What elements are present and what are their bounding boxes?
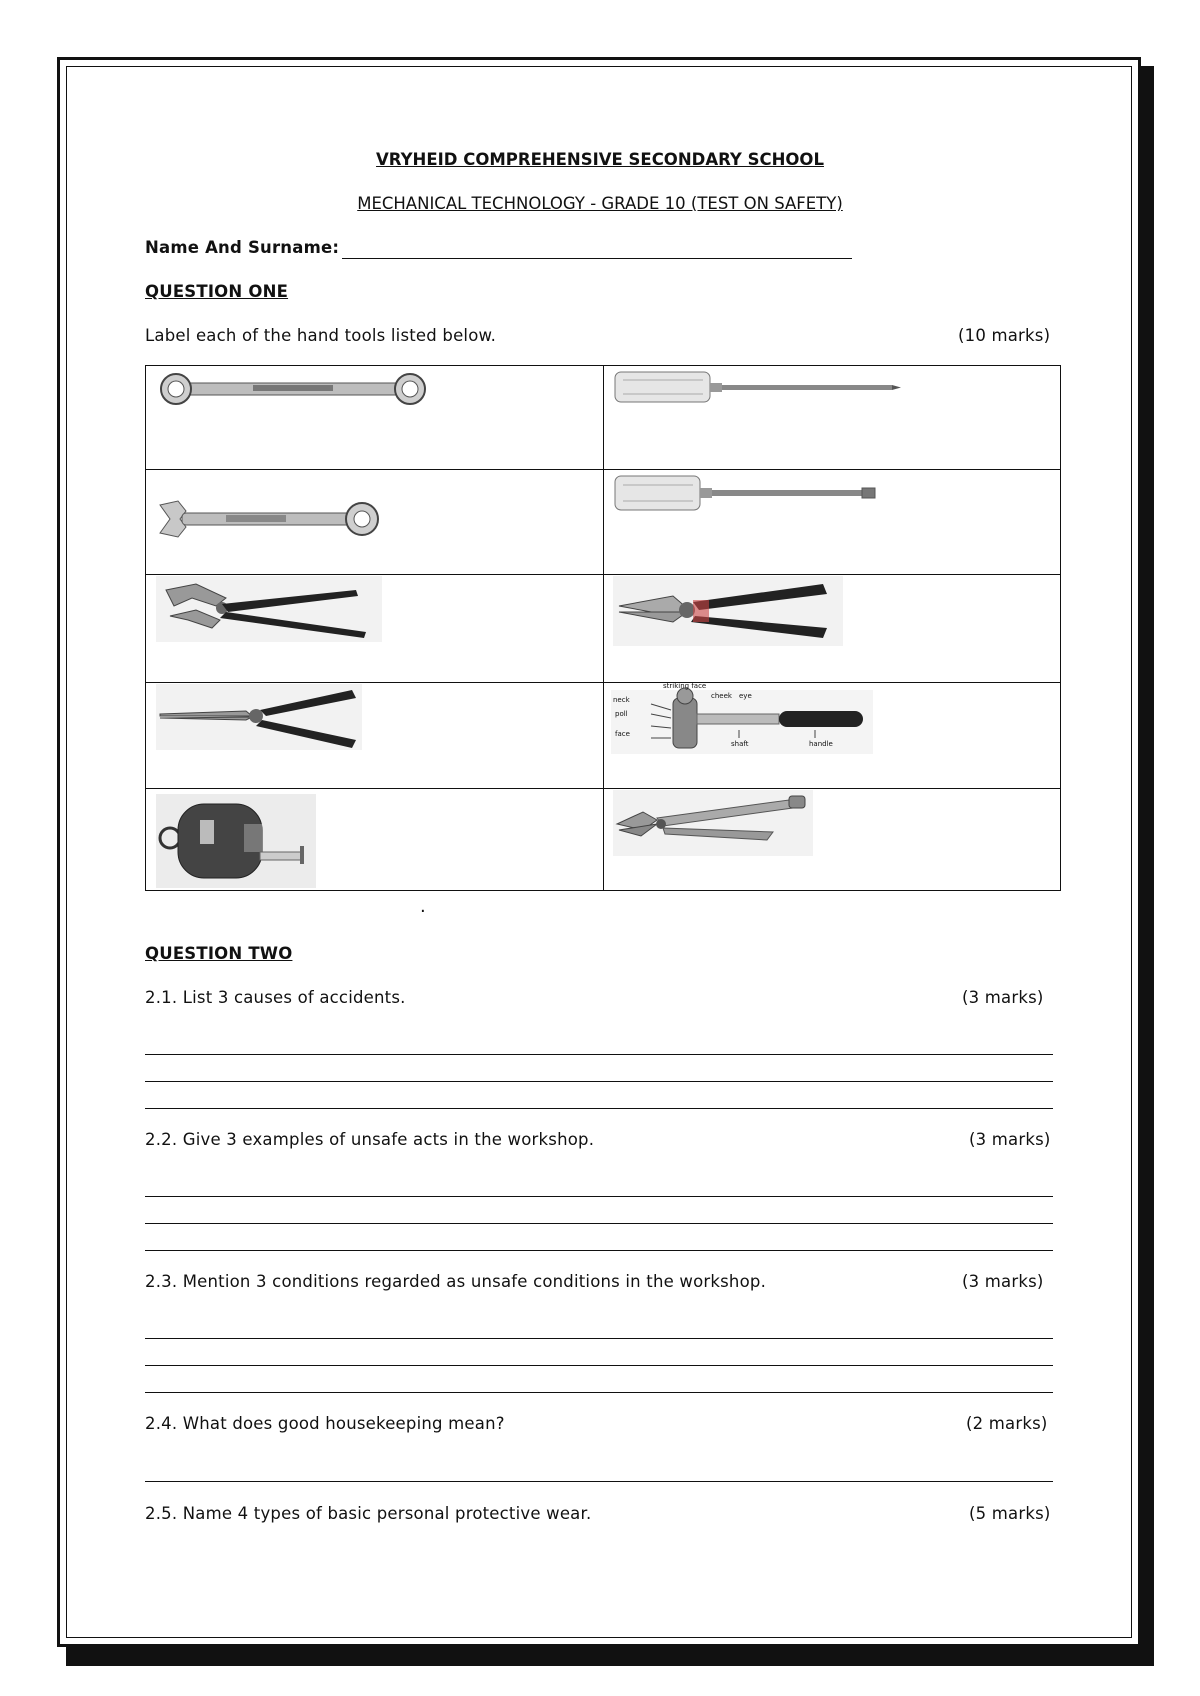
school-name: VRYHEID COMPREHENSIVE SECONDARY SCHOOL	[376, 150, 824, 169]
name-input-line[interactable]	[342, 258, 852, 259]
tool-cell-long-nose-pliers[interactable]	[146, 682, 603, 788]
answer-line[interactable]	[145, 1250, 1053, 1251]
question-one-marks: (10 marks)	[958, 326, 1051, 345]
long-nose-pliers-icon	[156, 684, 362, 750]
hammer-label-face: face	[615, 730, 630, 738]
question-two-heading: QUESTION TWO	[145, 944, 293, 963]
answer-line[interactable]	[145, 1365, 1053, 1366]
hammer-label-handle: handle	[809, 740, 833, 748]
water-pump-pliers-icon	[156, 576, 382, 642]
answer-line[interactable]	[145, 1338, 1053, 1339]
combination-pliers-icon	[613, 576, 843, 646]
question-2-2-text: 2.2. Give 3 examples of unsafe acts in the workshop.	[145, 1130, 595, 1149]
question-2-4-marks: (2 marks)	[966, 1414, 1048, 1433]
tool-cell-phillips-screwdriver[interactable]	[603, 366, 1060, 469]
answer-line[interactable]	[145, 1108, 1053, 1109]
question-2-3-text: 2.3. Mention 3 conditions regarded as unsafe conditions in the workshop.	[145, 1272, 767, 1291]
tool-cell-combination-spanner[interactable]	[146, 469, 603, 574]
question-one-heading: QUESTION ONE	[145, 282, 289, 301]
question-2-4-text: 2.4. What does good housekeeping mean?	[145, 1414, 505, 1433]
hammer-label-shaft: shaft	[731, 740, 749, 748]
phillips-screwdriver-icon	[613, 368, 903, 408]
measuring-tape-icon	[156, 794, 316, 888]
answer-line[interactable]	[145, 1392, 1053, 1393]
hammer-label-cheek: cheek	[711, 692, 732, 700]
hammer-label-eye: eye	[739, 692, 752, 700]
question-2-2-marks: (3 marks)	[969, 1130, 1051, 1149]
hammer-label-poll: poll	[615, 710, 628, 718]
answer-line[interactable]	[145, 1481, 1053, 1482]
answer-line[interactable]	[145, 1196, 1053, 1197]
question-one-instruction: Label each of the hand tools listed below.	[145, 326, 497, 345]
tool-cell-flat-screwdriver[interactable]	[603, 469, 1060, 574]
question-2-5-text: 2.5. Name 4 types of basic personal protective wear.	[145, 1504, 592, 1523]
stray-dot: .	[420, 896, 426, 917]
tool-cell-measuring-tape[interactable]	[146, 788, 603, 892]
question-2-1-marks: (3 marks)	[962, 988, 1044, 1007]
tool-cell-water-pump-pliers[interactable]	[146, 574, 603, 682]
question-2-3-marks: (3 marks)	[962, 1272, 1044, 1291]
flat-screwdriver-icon	[613, 471, 883, 515]
hammer-label-neck: neck	[613, 696, 630, 704]
subject-title: MECHANICAL TECHNOLOGY - GRADE 10 (TEST ON SAFETY)	[357, 194, 843, 213]
tool-cell-vice-grip[interactable]	[603, 788, 1060, 892]
answer-line[interactable]	[145, 1081, 1053, 1082]
question-2-1-text: 2.1. List 3 causes of accidents.	[145, 988, 406, 1007]
hammer-label-anvil: striking face	[663, 682, 707, 690]
vice-grip-icon	[613, 790, 813, 856]
answer-line[interactable]	[145, 1223, 1053, 1224]
tool-cell-combination-pliers[interactable]	[603, 574, 1060, 682]
combination-spanner-icon	[156, 497, 386, 541]
name-label: Name And Surname:	[145, 238, 340, 257]
tool-cell-ball-pein-hammer[interactable]	[603, 682, 1060, 788]
question-2-5-marks: (5 marks)	[969, 1504, 1051, 1523]
tool-table	[145, 365, 1061, 891]
answer-line[interactable]	[145, 1054, 1053, 1055]
ring-spanner-icon	[158, 370, 428, 410]
tool-cell-ring-spanner[interactable]	[146, 366, 603, 469]
